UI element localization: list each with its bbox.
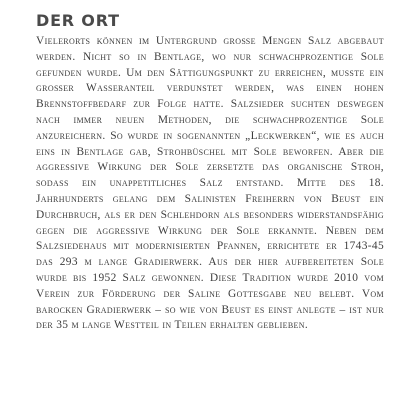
article-body: Vielerorts können im Untergrund große Mengen Salz abgebaut werden. Nicht so in Bentlage, wo nur schwachprozentige Sole gefunden wurde. Um den Sättigungspunkt zu erreichen, musste ein großer Wasseranteil verdunstet werden, was einen hohen Brennstoffbedarf zur Folge hatte. Salzsieder suchten deswegen nach immer neuen Methoden, die schwachprozentige Sole anzureichern. So wurde in sogenannten „Leckwerken“, wie es auch eins in Bentlage gab, Strohbüschel mit Sole beworfen. Aber die aggressive Wirkung der Sole zersetzte das organische Stroh, sodass ein unappetitliches Salz entstand. Mitte des 18. Jahrhunderts gelang dem Salinisten Freiherrn von Beust ein Durchbruch, als er den Schlehdorn als besonders widerstandsfähig gegen die aggressive Wirkung der Sole erkannte. Neben dem Salzsiedehaus mit modernisierten Pfannen, errichtete er 1743-45 das 293 m lange Gradierwerk. Aus der hier aufbereiteten Sole wurde bis 1952 Salz gewonnen. Diese Tradition wurde 2010 vom Verein zur Förderung der Saline Gottesgabe neu belebt. Vom barocken Gradierwerk – so wie von Beust es einst anlegte – ist nur der 35 m lange Westteil in Teilen erhalten geblieben. (36, 35, 384, 332)
article (36, 13, 384, 334)
article-title: DER ORT (36, 11, 120, 30)
